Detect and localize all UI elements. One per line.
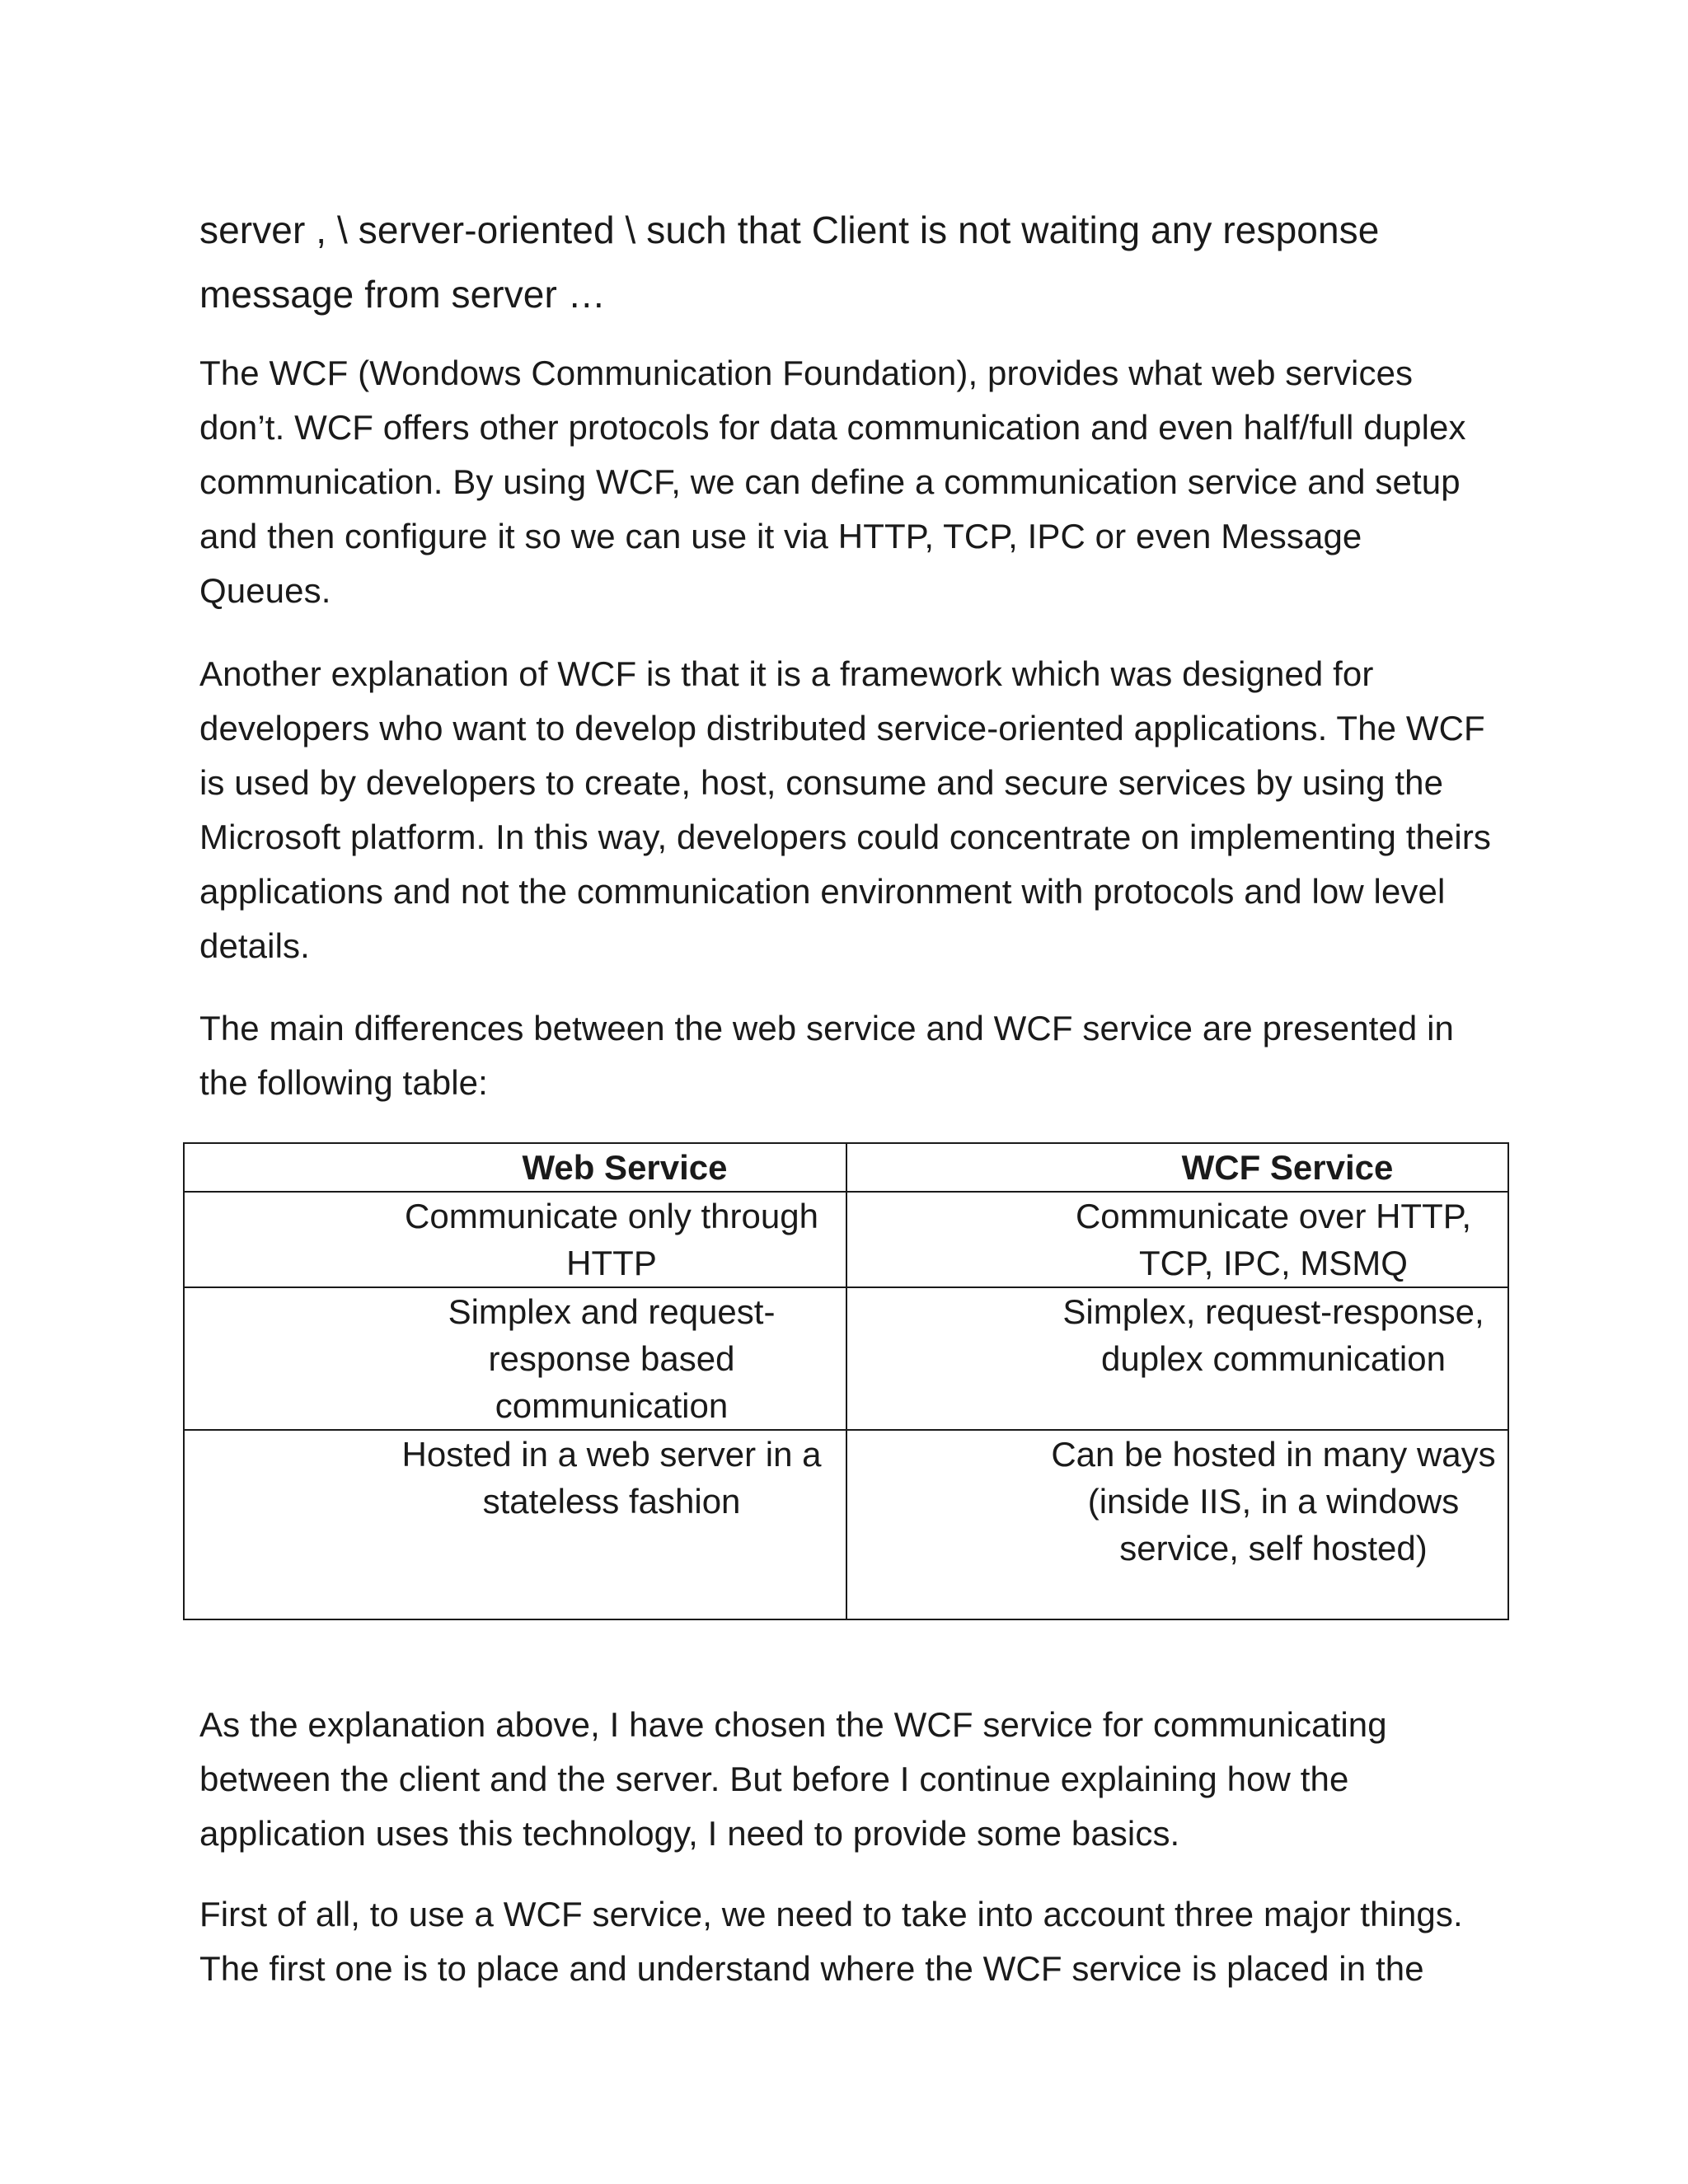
table-cell: Communicate only through HTTP <box>184 1192 846 1287</box>
table-header-web-service: Web Service <box>184 1143 846 1192</box>
paragraph-major-things: First of all, to use a WCF service, we need to take into account three major things. The first one is to place and understand where the WCF service is placed in the <box>199 1895 1463 1988</box>
paragraph-wcf-definition: The WCF (Wondows Communication Foundation), provides what web services don’t. WCF offers other protocols for data communication and even half/full duplex communication. By using WCF, we can define a communication service and setup and then configure it so we can use it via HTTP, TCP, IPC or even Message Queues. <box>199 354 1466 610</box>
comparison-table <box>183 1142 1509 1620</box>
table-cell: Simplex and request-response based communication <box>184 1287 846 1430</box>
table-cell: Hosted in a web server in a stateless fashion <box>184 1430 846 1619</box>
table-cell: Simplex, request-response, duplex communication <box>846 1287 1508 1430</box>
paragraph-choice-explanation: As the explanation above, I have chosen the WCF service for communicating between the client and the server. But before I continue explaining how the application uses this technology, I need to provide some basics. <box>199 1705 1387 1853</box>
table-cell: Can be hosted in many ways (inside IIS, in a windows service, self hosted) <box>846 1430 1508 1619</box>
table-row <box>184 1430 1508 1619</box>
paragraph-table-intro: The main differences between the web service and WCF service are presented in the following table: <box>199 1009 1455 1102</box>
table-header-wcf-service: WCF Service <box>846 1143 1508 1192</box>
table-row <box>184 1287 1508 1430</box>
table-row <box>184 1192 1508 1287</box>
paragraph-intro-fragment: server , \ server-oriented \ such that Client is not waiting any response message from server … <box>199 209 1380 316</box>
table-cell: Communicate over HTTP, TCP, IPC, MSMQ <box>846 1192 1508 1287</box>
table-header-row <box>184 1143 1508 1192</box>
paragraph-wcf-explanation: Another explanation of WCF is that it is a framework which was designed for developers who want to develop distributed service-oriented applications. The WCF is used by developers to create, host, consume and secure services by using the Microsoft platform. In this way, developers could concentrate on implementing theirs applications and not the communication environment with protocols and low level details. <box>199 654 1492 965</box>
